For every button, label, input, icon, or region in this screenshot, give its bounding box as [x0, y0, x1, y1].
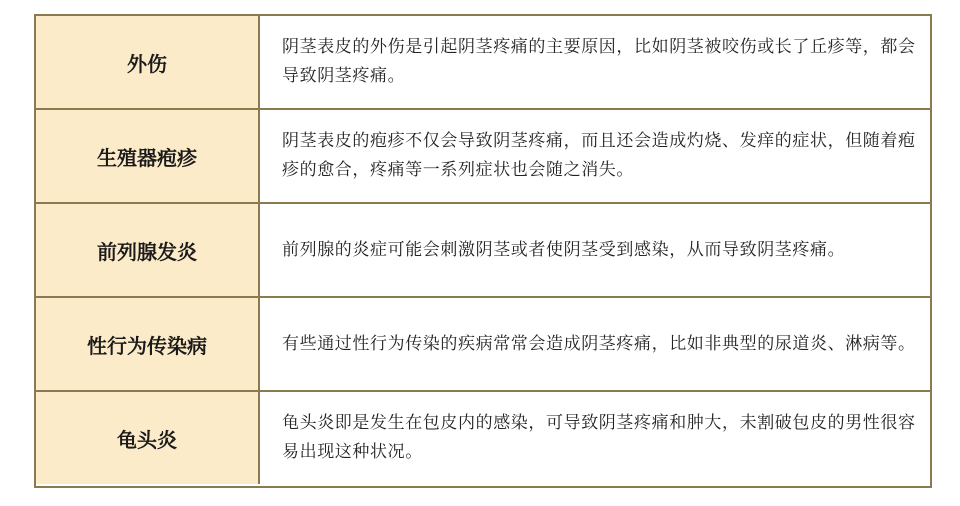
cause-label: 外伤 — [36, 16, 260, 108]
cause-description: 龟头炎即是发生在包皮内的感染，可导致阴茎疼痛和肿大，未割破包皮的男性很容易出现这种状况。 — [282, 413, 916, 462]
cause-label: 生殖器疱疹 — [36, 110, 260, 202]
cause-label: 前列腺发炎 — [36, 204, 260, 296]
table-row — [36, 204, 930, 298]
cause-description: 有些通过性行为传染的疾病常常会造成阴茎疼痛，比如非典型的尿道炎、淋病等。 — [282, 333, 916, 354]
cause-description: 前列腺的炎症可能会刺激阴茎或者使阴茎受到感染，从而导致阴茎疼痛。 — [282, 239, 846, 260]
cause-description: 阴茎表皮的疱疹不仅会导致阴茎疼痛，而且还会造成灼烧、发痒的症状，但随着疱疹的愈合，疼痛等一系列症状也会随之消失。 — [282, 131, 916, 180]
table-row — [36, 298, 930, 392]
table-row — [36, 392, 930, 484]
cause-label: 龟头炎 — [36, 392, 260, 484]
cause-description: 阴茎表皮的外伤是引起阴茎疼痛的主要原因，比如阴茎被咬伤或长了丘疹等，都会导致阴茎疼痛。 — [282, 37, 916, 86]
causes-table — [34, 14, 932, 488]
table-row — [36, 110, 930, 204]
table-row — [36, 16, 930, 110]
cause-label: 性行为传染病 — [36, 298, 260, 390]
